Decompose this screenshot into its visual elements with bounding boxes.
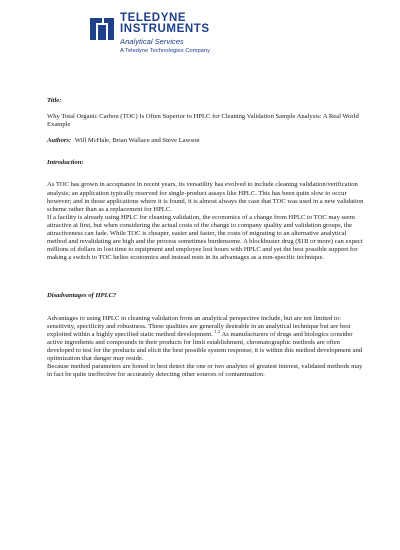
citation-superscript: 1,2 (214, 328, 221, 334)
disadvantages-paragraph-2: Because method parameters are honed to best detect the one or two analytes of greatest interest, validated methods may in fact be quite ineffective for accurately detecting other sources of contamination. (47, 363, 363, 379)
disadvantages-paragraph-1-b: As manufacturers of drugs and biologics consider active ingredients and compounds in their products for limit establishment, chromatographic methods are often developed to test for the products and elicit the best possible system response; it is within this method development and optimization that danger may reside. (47, 330, 363, 362)
disadvantages-paragraph-1 (47, 315, 365, 364)
teledyne-emblem-icon (88, 14, 116, 44)
logo-company: A Teledyne Technologies Company (120, 48, 211, 54)
disadvantages-heading: Disadvantages of HPLC? (47, 292, 117, 300)
logo-line1: TELEDYNE (120, 12, 187, 24)
title-label: Title: (47, 97, 62, 104)
logo-subtitle: Analytical Services (120, 37, 184, 46)
document-body (47, 97, 365, 379)
intro-paragraph-1: As TOC has grown in acceptance in recent years, its versatility has evolved to include cleaning validation/verification analysis; an application typically reserved for single-product assays like HPLC. This has been quite slow to occur however; and in those applications where it is found, it is almost always the case that TOC was used in a new validation scheme rather than as a replacement for HPLC. (47, 181, 364, 213)
document-title: Why Total Organic Carbon (TOC) Is Often Superior to HPLC for Cleaning Validation Sample Analysis: A Real World Example (47, 113, 359, 129)
introduction-heading: Introduction: (47, 159, 84, 167)
authors-names: Will McHale, Brian Wallace and Steve Lawson (74, 137, 200, 145)
teledyne-logo (88, 12, 248, 74)
authors-line (47, 137, 365, 145)
authors-label: Authors: (47, 137, 72, 145)
logo-line2: INSTRUMENTS (120, 23, 210, 35)
disadvantages-paragraph-1-a: Advantages to using HPLC in cleaning validation from an analytical perspective include, but are not limited to: sensitivity, specificity and robustness. These qualities are generally desirable in an analytical technique but are best exploited within a highly specified static method development. (47, 314, 351, 338)
intro-paragraph-2: If a facility is already using HPLC for cleaning validation, the economics of a change from HPLC to TOC may seem attractive at first, but when considering the actual costs of the change to company quality and validation groups, the attractiveness can fade. While TOC is cheaper, easier and faster, the costs of migrating to an alternative analytical method and revalidating are high and the process sometimes burdensome. A blockbuster drug ($1B or more) can expect millions of dollars in lost time to equipment and employee lost hours with HPLC and yet the best possible support for making a switch to TOC belies economics and instead rests in its advantages as a non-specific technique. (47, 213, 363, 262)
